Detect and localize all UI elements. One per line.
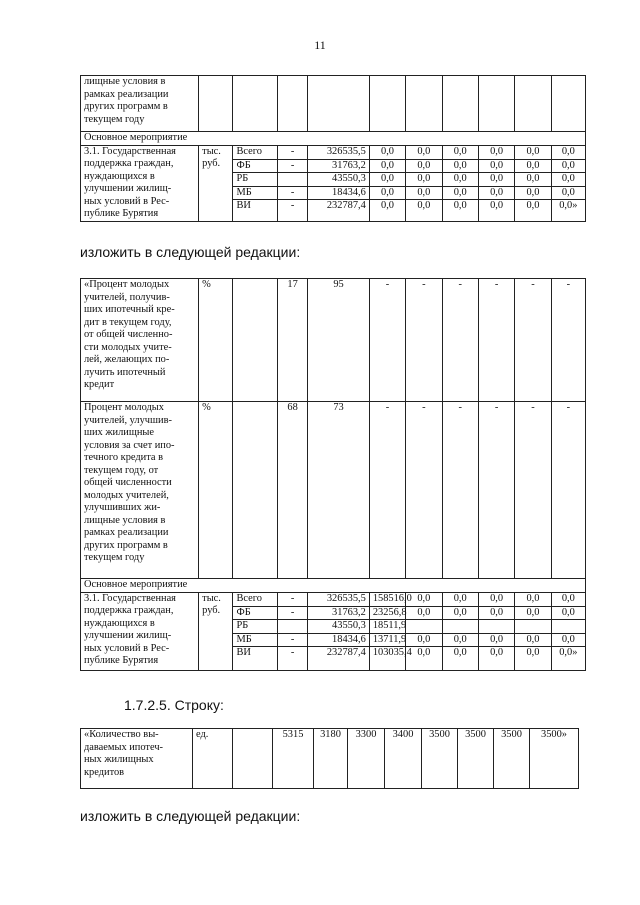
unit-cell: ед. [193, 729, 233, 789]
section-row [81, 132, 586, 146]
table-row: 3.1. Государственная поддержка граждан, нуждающихся в улучшении жилищ- ных условий в Рес- публике Бурятия тыс. руб. Всего - 326535,5 0,0 0,0 0,0 0,0 0,0 0,0 [81, 145, 586, 159]
source-cell: ВИ [233, 200, 277, 222]
measure-unit: тыс. руб. [199, 592, 233, 671]
measure-name: 3.1. Государственная поддержка граждан, нуждающихся в улучшении жилищ- ных условий в Рес- публике Бурятия [81, 145, 199, 222]
indicator-name: Процент молодых учителей, улучшив- ших жилищные условия за счет ипо- течного кредита в текущем году, от общей численности молодых учителей, улучшивших жи- лищные условия в рамках реализации других программ в текущем году [81, 402, 199, 579]
indicator-name-continued: лищные условия в рамках реализации других программ в текущем году [81, 76, 199, 132]
page-number: 11 [314, 38, 326, 52]
table-row: ФБ - 31763,2 23256,8 0,0 0,0 0,0 0,0 0,0 [81, 606, 586, 620]
table-row: РБ 43550,3 18511,9 [81, 620, 586, 634]
measure-unit: тыс. руб. [199, 145, 233, 222]
table-row: «Процент молодых учителей, получив- ших ипотечный кре- дит в текущем году, от общей численно- сти молодых учите- лей, желающих по- лучить ипотечный кредит % 17 95 - - - - - - [81, 279, 586, 402]
section-title: Основное мероприятие [81, 132, 586, 146]
table-2-revised [80, 278, 586, 671]
table-row: МБ - 18434,6 13711,9 0,0 0,0 0,0 0,0 0,0 [81, 633, 586, 647]
section-heading-1-7-2-5: 1.7.2.5. Строку: [124, 697, 224, 713]
table-row: ФБ - 31763,2 0,0 0,0 0,0 0,0 0,0 0,0 [81, 159, 586, 173]
source-cell: МБ [233, 186, 277, 200]
measure-name: 3.1. Государственная поддержка граждан, нуждающихся в улучшении жилищ- ных условий в Рес- публике Бурятия [81, 592, 199, 671]
table-row: ВИ - 232787,4 0,0 0,0 0,0 0,0 0,0 0,0» [81, 200, 586, 222]
instruction-text-2: изложить в следующей редакции: [80, 808, 301, 824]
source-cell: ФБ [233, 606, 277, 620]
source-cell: Всего [233, 592, 277, 606]
instruction-text-1: изложить в следующей редакции: [80, 244, 301, 260]
table-row [81, 76, 586, 132]
table-1-funding [80, 75, 586, 222]
source-cell: Всего [233, 145, 277, 159]
source-cell: ВИ [233, 647, 277, 671]
section-title: Основное мероприятие [81, 579, 586, 593]
table-row: Процент молодых учителей, улучшив- ших жилищные условия за счет ипо- течного кредита в текущем году, от общей численности молодых учителей, улучшивших жи- лищные условия в рамках реализации других программ в текущем году % 68 73 - - - - - - [81, 402, 586, 579]
table-row: РБ 43550,3 0,0 0,0 0,0 0,0 0,0 0,0 [81, 173, 586, 187]
section-row [81, 579, 586, 593]
source-cell: РБ [233, 173, 277, 187]
table-3-mortgage-count [80, 728, 579, 789]
indicator-name: «Процент молодых учителей, получив- ших ипотечный кре- дит в текущем году, от общей численно- сти молодых учите- лей, желающих по- лучить ипотечный кредит [81, 279, 199, 402]
source-cell: МБ [233, 633, 277, 647]
source-cell: РБ [233, 620, 277, 634]
source-cell: ФБ [233, 159, 277, 173]
table-row: «Количество вы- даваемых ипотеч- ных жилищных кредитов ед. 5315 3180 3300 3400 3500 3500 3500 3500» [81, 729, 579, 789]
table-row: ВИ - 232787,4 103035,4 0,0 0,0 0,0 0,0 0,0» [81, 647, 586, 671]
table-row: МБ - 18434,6 0,0 0,0 0,0 0,0 0,0 0,0 [81, 186, 586, 200]
table-row: 3.1. Государственная поддержка граждан, нуждающихся в улучшении жилищ- ных условий в Рес- публике Бурятия тыс. руб. Всего - 326535,5 158516,0 0,0 0,0 0,0 0,0 0,0 [81, 592, 586, 606]
indicator-name: «Количество вы- даваемых ипотеч- ных жилищных кредитов [81, 729, 193, 789]
